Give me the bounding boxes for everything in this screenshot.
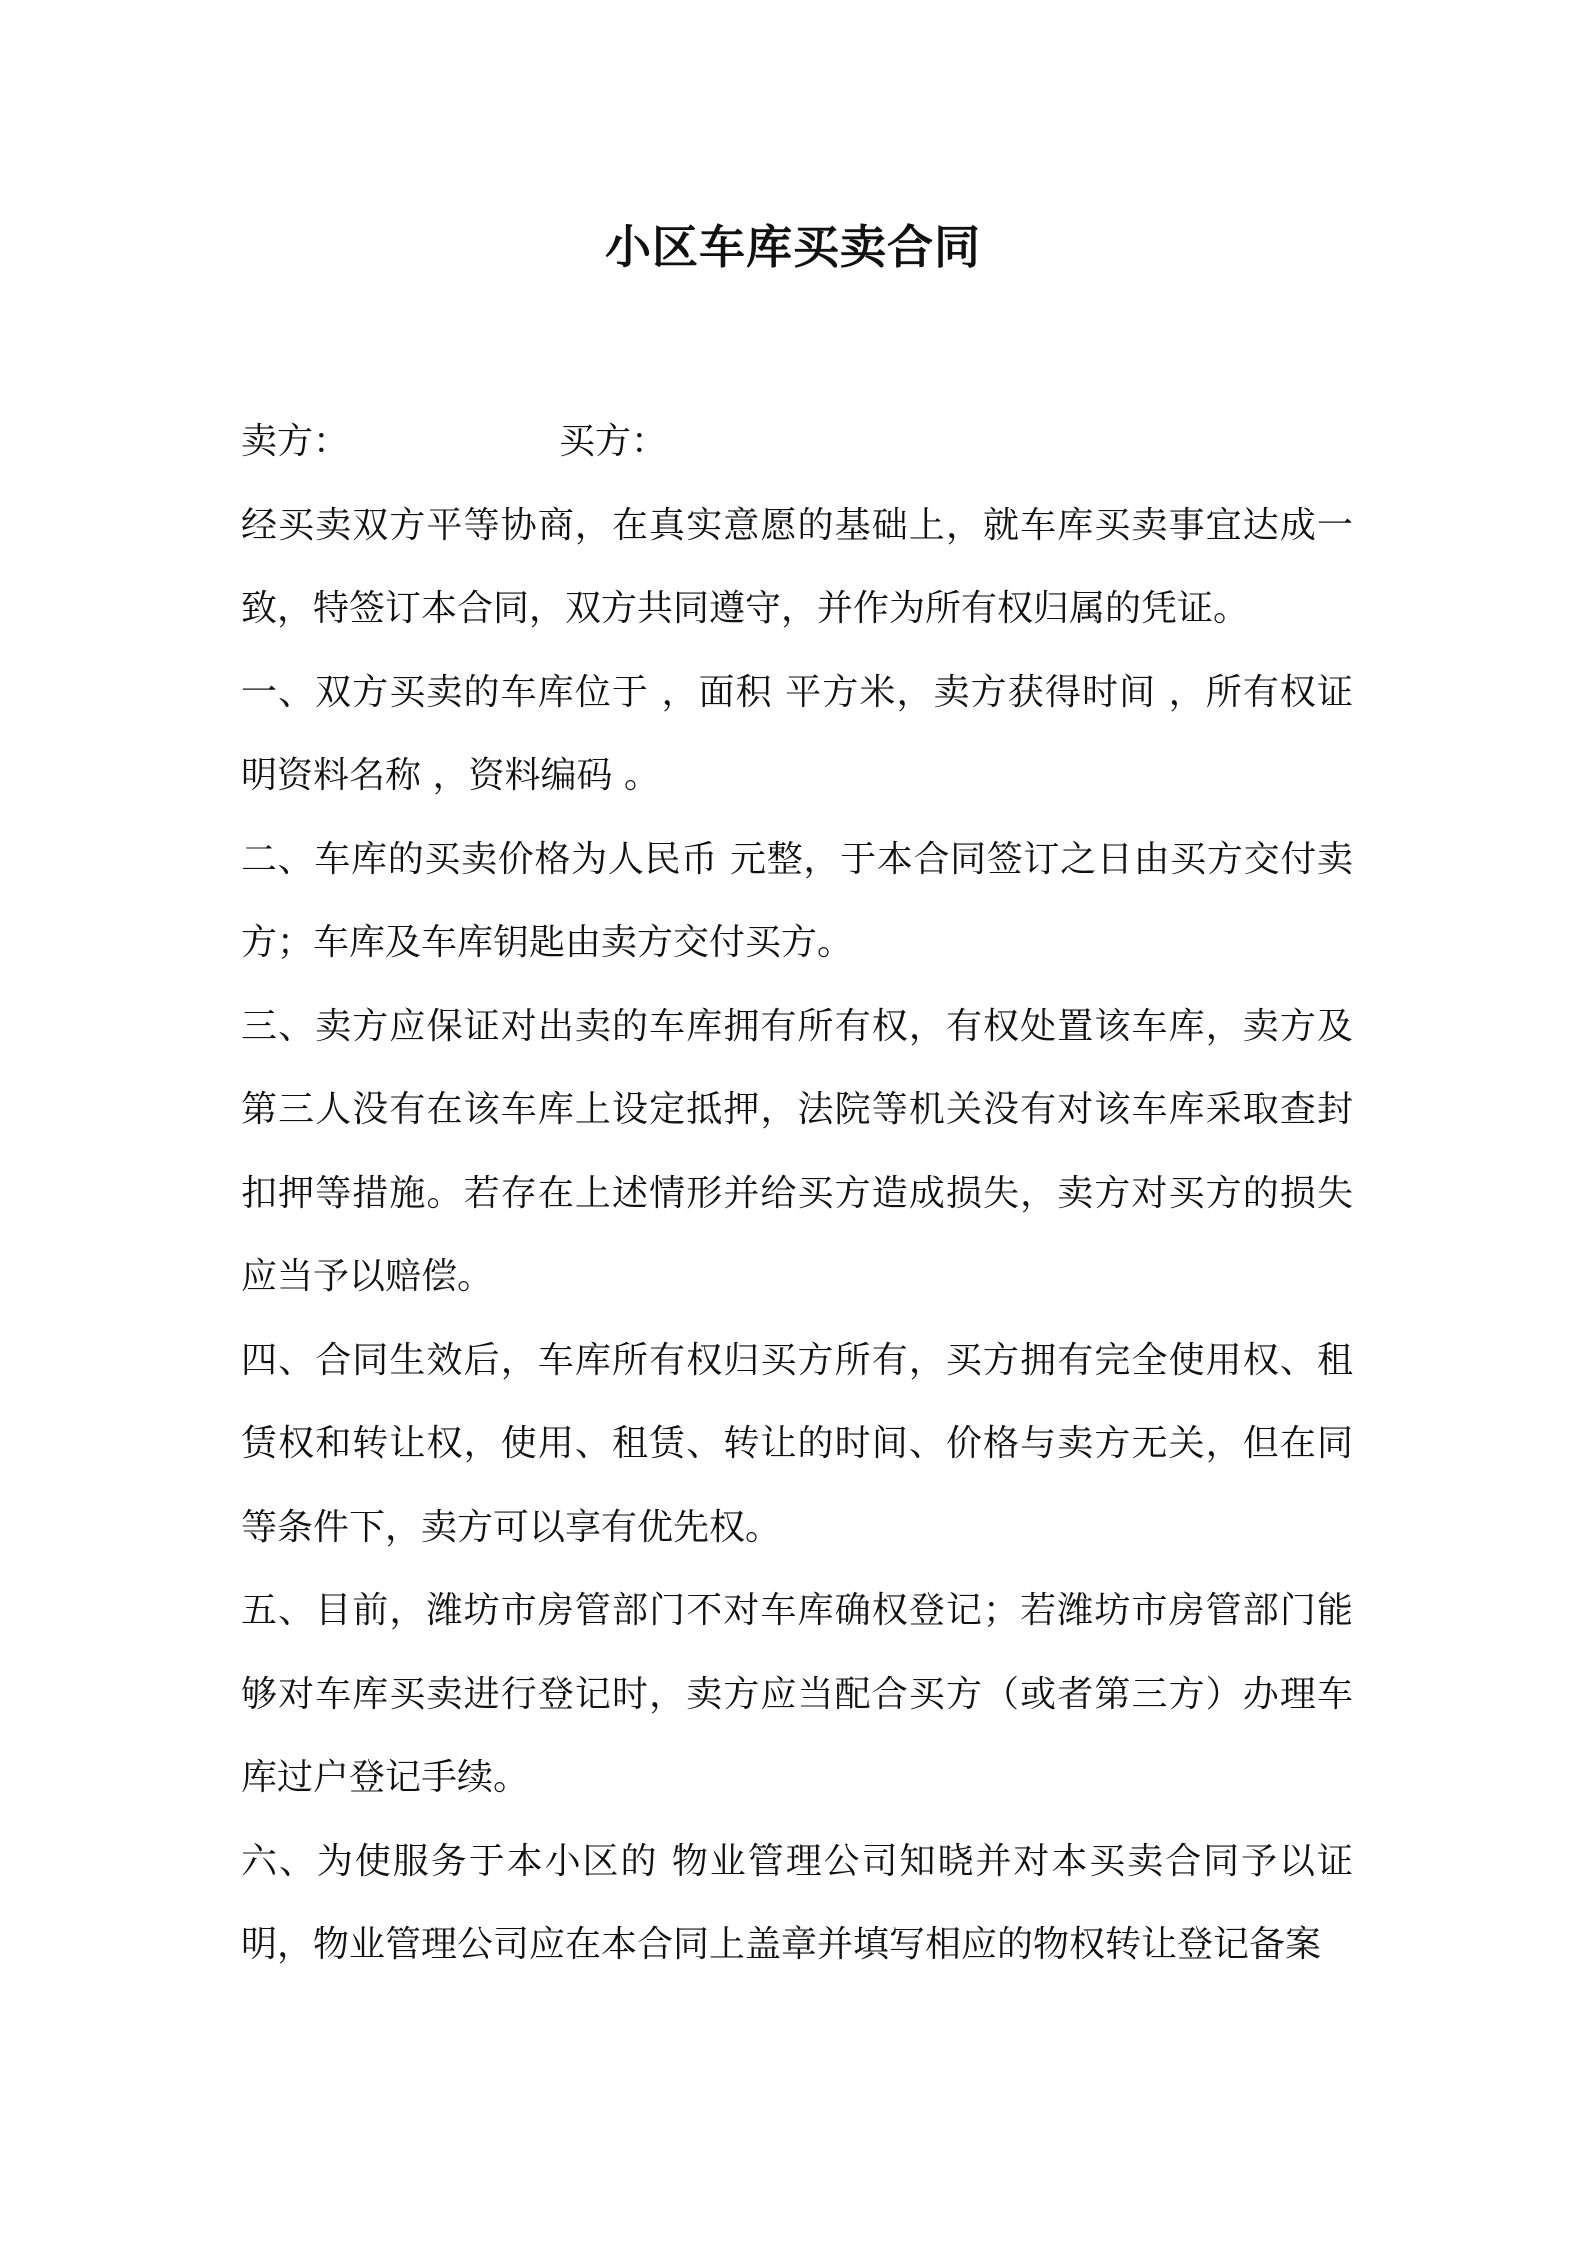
parties-line <box>241 400 1353 484</box>
contract-body <box>241 400 1353 1987</box>
seller-label: 卖方： <box>241 421 350 462</box>
preamble-paragraph: 经买卖双方平等协商，在真实意愿的基础上，就车库买卖事宜达成一致，特签订本合同，双方共同遵守，并作为所有权归属的凭证。 <box>241 504 1353 629</box>
document-title: 小区车库买卖合同 <box>605 220 981 274</box>
clause-2-paragraph: 二、车库的买卖价格为人民币 元整，于本合同签订之日由买方交付卖方；车库及车库钥匙由卖方交付买方。 <box>241 838 1353 963</box>
buyer-label: 买方： <box>559 421 668 462</box>
clause-5-paragraph: 五、目前，潍坊市房管部门不对车库确权登记；若潍坊市房管部门能够对车库买卖进行登记时，卖方应当配合买方（或者第三方）办理车库过户登记手续。 <box>241 1590 1353 1798</box>
clause-4-paragraph: 四、合同生效后，车库所有权归买方所有，买方拥有完全使用权、租赁权和转让权，使用、租赁、转让的时间、价格与卖方无关，但在同等条件下，卖方可以享有优先权。 <box>241 1339 1353 1548</box>
clause-6-paragraph: 六、为使服务于本小区的 物业管理公司知晓并对本买卖合同予以证明，物业管理公司应在本合同上盖章并填写相应的物权转让登记备案 <box>241 1840 1353 1965</box>
clause-1-paragraph: 一、双方买卖的车库位于 ，面积 平方米，卖方获得时间 ，所有权证明资料名称 ，资料编码 。 <box>241 671 1353 796</box>
clause-3-paragraph: 三、卖方应保证对出卖的车库拥有所有权，有权处置该车库，卖方及第三人没有在该车库上设定抵押，法院等机关没有对该车库采取查封扣押等措施。若存在上述情形并给买方造成损失，卖方对买方的损失应当予以赔偿。 <box>241 1005 1353 1297</box>
